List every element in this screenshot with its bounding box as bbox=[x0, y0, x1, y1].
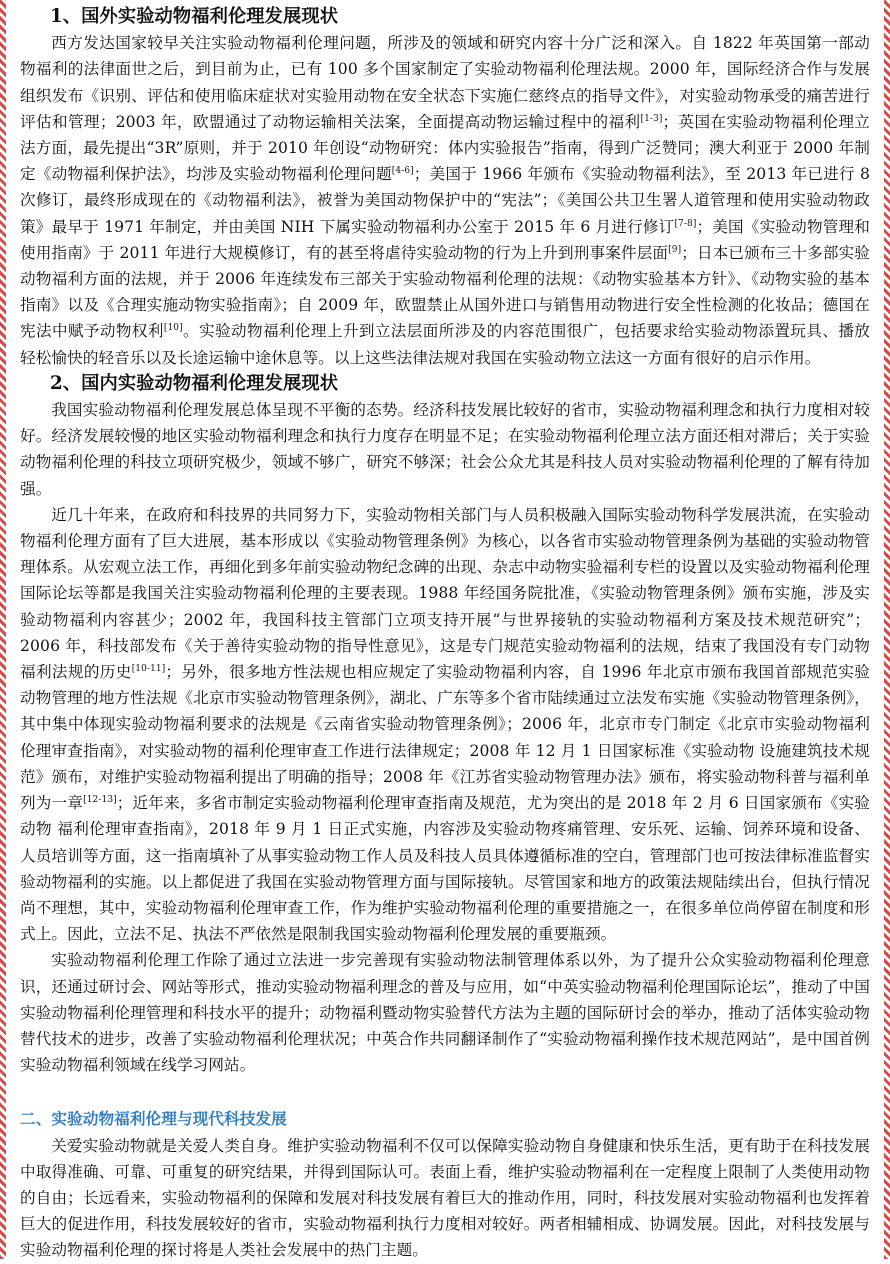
paragraph-text: 实验动物福利伦理工作除了通过立法进一步完善现有实验动物法制管理体系以外，为了提升公众实验动物福利伦理意识，还通过研讨会、网站等形式，推动实验动物福利理念的普及与应用，如“中英实验动物福利伦理国际论坛”，推动了中国实验动物福利伦理管理和科技水平的提升；动物福利暨动物实验替代方法为主题的国际研讨会的举办，推动了活体实验动物替代技术的进步，改善了实验动物福利伦理状况；中英合作共同翻译制作了“实验动物福利操作技术规范网站”，是中国首例实验动物福利领域在线学习网站。 bbox=[20, 951, 870, 1075]
left-border-decoration bbox=[0, 0, 6, 1259]
paragraph-text: ；美国于 1966 年颁布《实验动物福利法》，至 2013 年已进行 8 次修订，最终形成现在的《动物福利法》，被誉为美国动物保护中的“宪法”；《美国公共卫生署人道管理和使用实验动物政策》最早于 1971 年制定，并由美国 NIH 下属实验动物福利办公室于 2015 年 6 月进行修订 bbox=[20, 165, 870, 236]
paragraph bbox=[20, 30, 870, 371]
section-domestic-body bbox=[20, 397, 870, 1078]
paragraph-text: ；英国在实验动物福利伦理立法方面，最先提出“3R”原则，并于 2010 年创设“动物研究：体内实验报告”指南，得到广泛赞同；澳大利亚于 2000 年制定《动物福利保护法》，均涉及实验动物福利伦理问题 bbox=[20, 112, 870, 184]
paragraph-text: ；美国《实验动物管理和使用指南》于 2011 年进行大规模修订，有的甚至将虐待实验动物的行为上升到刑事案件层面 bbox=[20, 217, 871, 262]
citation-reference: [12-13] bbox=[83, 794, 117, 805]
heading-welfare-and-technology: 二、实验动物福利伦理与现代科技发展 bbox=[20, 1110, 287, 1129]
citation-reference: [1-3] bbox=[640, 113, 663, 124]
section-foreign-body bbox=[20, 30, 870, 371]
paragraph bbox=[20, 1133, 870, 1264]
heading-foreign-status: 1、国外实验动物福利伦理发展现状 bbox=[50, 6, 339, 27]
citation-reference: [4-6] bbox=[391, 166, 414, 177]
paragraph bbox=[20, 502, 870, 947]
document-page bbox=[20, 4, 870, 1264]
paragraph-text: 关爱实验动物就是关爱人类自身。维护实验动物福利不仅可以保障实验动物自身健康和快乐生活，更有助于在科技发展中取得准确、可靠、可重复的研究结果，并得到国际认可。表面上看，维护实验动物福利在一定程度上限制了人类使用动物的自由；长远看来，实验动物福利的保障和发展对科技发展有着巨大的推动作用，同时，科技发展对实验动物福利也发挥着巨大的促进作用，科技发展较好的省市，实验动物福利执行力度相对较好。两者相辅相成、协调发展。因此，对科技发展与实验动物福利伦理的探讨将是人类社会发展中的热门主题。 bbox=[20, 1136, 870, 1260]
paragraph-text: 。实验动物福利伦理上升到立法层面所涉及的内容范围很广，包括要求给实验动物添置玩具、播放轻松愉快的轻音乐以及长途运输中途休息等。以上这些法律法规对我国在实验动物立法这一方面有很好的启示作用。 bbox=[20, 322, 870, 367]
citation-reference: [7-8] bbox=[674, 218, 697, 229]
paragraph-text: 西方发达国家较早关注实验动物福利伦理问题，所涉及的领域和研究内容十分广泛和深入。自 1822 年英国第一部动物福利的法律面世之后，到目前为止，已有 100 多个国家制定了实验动物福利伦理法规。2000 年，国际经济合作与发展组织发布《识别、评估和使用临床症状对实验用动物在安全状态下实施仁慈终点的指导文件》，对实验动物承受的痛苦进行评估和管理；2003 年，欧盟通过了动物运输相关法案，全面提高动物运输过程中的福利 bbox=[20, 34, 870, 131]
section-modern-body bbox=[20, 1133, 870, 1264]
paragraph-text: 近几十年来，在政府和科技界的共同努力下，实验动物相关部门与人员积极融入国际实验动物科学发展洪流，在实验动物福利伦理方面有了巨大进展，基本形成以《实验动物管理条例》为核心，以各省市实验动物管理条例为基础的实验动物管理体系。从宏观立法工作，再细化到多年前实验动物纪念碑的出现、杂志中动物实验福利专栏的设置以及实验动物福利伦理国际论坛等都是我国关注实验动物福利伦理的主要表现。1988 年经国务院批准，《实验动物管理条例》颁布实施，涉及实验动物福利内容甚少；2002 年，我国科技主管部门立项支持开展“与世界接轨的实验动物福利方案及技术规范研究”；2006 年，科技部发布《关于善待实验动物的指导性意见》，这是专门规范实验动物福利的法规，结束了我国没有专门动物福利法规的历史 bbox=[20, 505, 870, 682]
citation-reference: [10] bbox=[163, 323, 183, 334]
citation-reference: [9] bbox=[668, 244, 682, 255]
paragraph-text: ；另外，很多地方性法规也相应规定了实验动物福利内容，自 1996 年北京市颁布我国首部规范实验动物管理的地方性法规《北京市实验动物管理条例》，湖北、广东等多个省市陆续通过立法发布实施《实验动物管理条例》，其中集中体现实验动物福利要求的法规是《云南省实验动物管理条例》；2006 年，北京市专门制定《北京市实验动物福利伦理审查指南》，对实验动物的福利伦理审查工作进行法律规定；2008 年 12 月 1 日国家标准《实验动物 设施建筑技术规范》颁布，对维护实验动物福利提出了明确的指导；2008 年《江苏省实验动物管理办法》颁布，将实验动物科普与福利单列为一章 bbox=[20, 663, 870, 813]
paragraph bbox=[20, 947, 870, 1078]
paragraph-text: 我国实验动物福利伦理发展总体呈现不平衡的态势。经济科技发展比较好的省市，实验动物福利理念和执行力度相对较好。经济发展较慢的地区实验动物福利理念和执行力度存在明显不足；在实验动物福利伦理立法方面还相对滞后；关于实验动物福利伦理的科技立项研究极少，领域不够广，研究不够深；社会公众尤其是科技人员对实验动物福利伦理的了解有待加强。 bbox=[20, 401, 870, 498]
paragraph-text: ；日本已颁布三十多部实验动物福利方面的法规，并于 2006 年连续发布三部关于实验动物福利伦理的法规：《动物实验基本方针》、《动物实验的基本指南》以及《合理实施动物实验指南》；自 2009 年，欧盟禁止从国外进口与销售用动物进行安全性检测的化妆品；德国在宪法中赋予动物权利 bbox=[20, 243, 871, 341]
paragraph-text: ；近年来，多省市制定实验动物福利伦理审查指南及规范，尤为突出的是 2018 年 2 月 6 日国家颁布《实验动物 福利伦理审查指南》，2018 年 9 月 1 日正式实施，内容涉及实验动物疼痛管理、安乐死、运输、饲养环境和设备、人员培训等方面，这一指南填补了从事实验动物工作人员及科技人员具体遵循标准的空白，管理部门也可按法律标准监督实验动物福利的实施。以上都促进了我国在实验动物管理方面与国际接轨。尽管国家和地方的政策法规陆续出台，但执行情况尚不理想，其中，实验动物福利伦理审查工作，作为维护实验动物福利伦理的重要措施之一，在很多单位尚停留在制度和形式上。因此，立法不足、执法不严依然是限制我国实验动物福利伦理发展的重要瓶颈。 bbox=[20, 794, 871, 944]
right-border-decoration bbox=[884, 0, 890, 1259]
citation-reference: [10-11] bbox=[131, 663, 166, 674]
paragraph bbox=[20, 397, 870, 502]
heading-domestic-status: 2、国内实验动物福利伦理发展现状 bbox=[50, 372, 339, 394]
